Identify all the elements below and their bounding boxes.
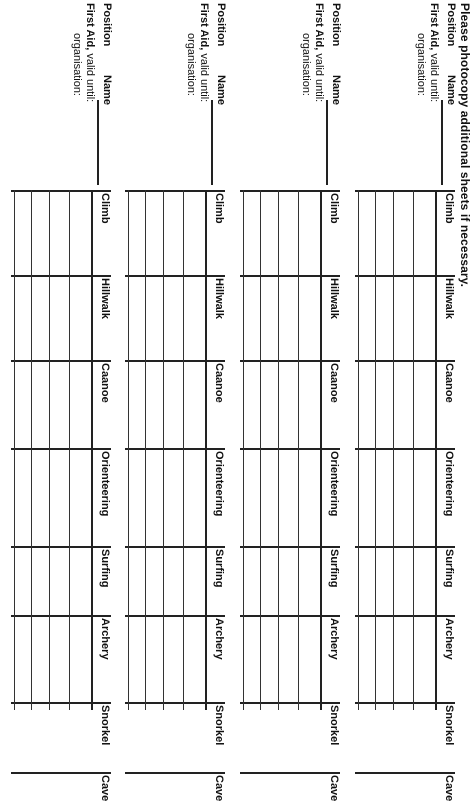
name-label: Name <box>101 75 113 105</box>
grid-row-line[interactable] <box>31 190 32 710</box>
column-divider <box>125 190 225 192</box>
grid-top-rule <box>436 190 438 710</box>
activity-header: Hillwalk <box>99 278 111 319</box>
form-block <box>237 0 342 801</box>
first-aid-label: First Aid, <box>428 3 440 51</box>
column-divider <box>240 615 340 617</box>
first-aid-line <box>313 3 325 102</box>
activity-header: Climb <box>99 193 111 224</box>
activity-header: Orienteering <box>443 451 455 517</box>
grid-row-line[interactable] <box>69 190 70 710</box>
grid-top-rule <box>321 190 323 710</box>
name-label: Name <box>330 75 342 105</box>
name-field-line[interactable] <box>442 100 444 185</box>
activity-header: Hillwalk <box>443 278 455 319</box>
grid-row-line[interactable] <box>413 190 414 710</box>
organisation-label: organisation: <box>185 33 197 96</box>
first-aid-label: First Aid, <box>313 3 325 51</box>
position-label: Position <box>445 3 457 47</box>
valid-until-label: valid until: <box>428 53 440 103</box>
column-divider <box>355 448 455 450</box>
grid-row-line[interactable] <box>393 190 394 710</box>
activity-header: Hillwalk <box>213 278 225 319</box>
column-divider <box>240 448 340 450</box>
activity-header: Archery <box>443 618 455 660</box>
activity-header: Orienteering <box>213 451 225 517</box>
activity-header: Snorkel <box>99 705 111 746</box>
activity-header: Caanoe <box>99 363 111 403</box>
first-aid-line <box>198 3 210 102</box>
position-label: Position <box>215 3 227 47</box>
column-divider <box>355 772 455 774</box>
valid-until-label: valid until: <box>313 53 325 103</box>
column-divider <box>355 546 455 548</box>
column-divider <box>240 190 340 192</box>
activity-header: Archery <box>213 618 225 660</box>
column-divider <box>125 448 225 450</box>
activity-header: Climb <box>328 193 340 224</box>
organisation-label: organisation: <box>415 33 427 96</box>
column-divider <box>11 702 111 704</box>
column-divider <box>355 190 455 192</box>
activity-header: Caanoe <box>213 363 225 403</box>
activity-header: Surfing <box>443 549 455 588</box>
grid-row-line[interactable] <box>375 190 376 710</box>
activity-header: Archery <box>99 618 111 660</box>
activity-header: Orienteering <box>328 451 340 517</box>
photocopy-note: Please photocopy additional sheets if necessary. <box>458 3 472 288</box>
column-divider <box>125 615 225 617</box>
grid-row-line[interactable] <box>298 190 299 710</box>
column-divider <box>125 275 225 277</box>
valid-until-label: valid until: <box>198 53 210 103</box>
grid-row-line[interactable] <box>14 190 15 710</box>
activity-header: Cave <box>99 775 111 801</box>
column-divider <box>11 448 111 450</box>
activity-header: Surfing <box>328 549 340 588</box>
column-divider <box>355 615 455 617</box>
column-divider <box>240 772 340 774</box>
position-label: Position <box>101 3 113 47</box>
column-divider <box>355 702 455 704</box>
grid-top-rule <box>92 190 94 710</box>
first-aid-label: First Aid, <box>84 3 96 51</box>
activity-header: Cave <box>213 775 225 801</box>
organisation-label: organisation: <box>71 33 83 96</box>
column-divider <box>11 275 111 277</box>
first-aid-line <box>84 3 96 102</box>
grid-row-line[interactable] <box>358 190 359 710</box>
column-divider <box>355 275 455 277</box>
grid-row-line[interactable] <box>145 190 146 710</box>
activity-header: Climb <box>443 193 455 224</box>
grid-top-rule <box>206 190 208 710</box>
activity-header: Caanoe <box>443 363 455 403</box>
column-divider <box>11 772 111 774</box>
column-divider <box>125 772 225 774</box>
grid-row-line[interactable] <box>260 190 261 710</box>
activity-header: Cave <box>328 775 340 801</box>
column-divider <box>11 546 111 548</box>
column-divider <box>240 702 340 704</box>
grid-row-line[interactable] <box>128 190 129 710</box>
column-divider <box>355 360 455 362</box>
name-label: Name <box>445 75 457 105</box>
column-divider <box>240 546 340 548</box>
column-divider <box>11 615 111 617</box>
position-label: Position <box>330 3 342 47</box>
activity-header: Snorkel <box>443 705 455 746</box>
activity-header: Hillwalk <box>328 278 340 319</box>
column-divider <box>125 702 225 704</box>
name-field-line[interactable] <box>98 100 100 185</box>
grid-row-line[interactable] <box>163 190 164 710</box>
column-divider <box>125 546 225 548</box>
column-divider <box>240 275 340 277</box>
organisation-label: organisation: <box>300 33 312 96</box>
grid-row-line[interactable] <box>49 190 50 710</box>
activity-header: Snorkel <box>328 705 340 746</box>
name-label: Name <box>215 75 227 105</box>
activity-header: Caanoe <box>328 363 340 403</box>
activity-header: Surfing <box>99 549 111 588</box>
activity-header: Cave <box>443 775 455 801</box>
activity-header: Surfing <box>213 549 225 588</box>
column-divider <box>125 360 225 362</box>
activity-header: Climb <box>213 193 225 224</box>
form-block <box>122 0 227 801</box>
column-divider <box>240 360 340 362</box>
grid-row-line[interactable] <box>243 190 244 710</box>
first-aid-line <box>428 3 440 102</box>
name-field-line[interactable] <box>212 100 214 185</box>
first-aid-label: First Aid, <box>198 3 210 51</box>
activity-header: Orienteering <box>99 451 111 517</box>
valid-until-label: valid until: <box>84 53 96 103</box>
activity-header: Snorkel <box>213 705 225 746</box>
name-field-line[interactable] <box>327 100 329 185</box>
activity-header: Archery <box>328 618 340 660</box>
grid-row-line[interactable] <box>278 190 279 710</box>
form-block <box>8 0 113 801</box>
column-divider <box>11 360 111 362</box>
column-divider <box>11 190 111 192</box>
grid-row-line[interactable] <box>183 190 184 710</box>
form-block <box>352 0 457 801</box>
